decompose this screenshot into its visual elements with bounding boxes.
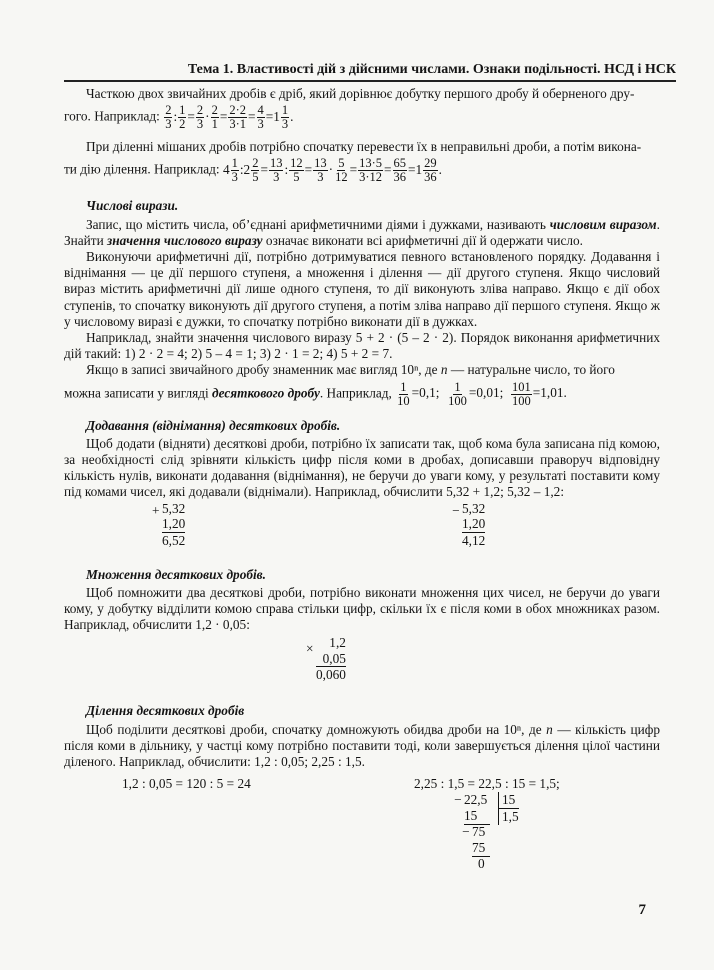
column-calculations-addition xyxy=(64,501,660,563)
paragraph-decimal-fraction-def: Якщо в записі звичайного дробу знаменник має вигляд 10ⁿ, де n — натуральне число, то його xyxy=(86,362,615,378)
division-examples xyxy=(64,770,660,920)
heading-decimal-division: Ділення десяткових дробів xyxy=(86,703,245,719)
paragraph-order-of-operations: Виконуючи арифметичні дії, потрібно дотримуватися певного встановленого порядку. Додавання і віднімання — це дії першого ступеня, а множення і ділення — дії другого ступеня. Якщо числовий вираз містить арифметичні дії лише одного ступеня, то дії виконують зліва направо. Якщо є дії обох ступенів, то спочатку виконують дії другого ступеня, а потім зліва направо дії першого ступеня. Якщо ж у числовому виразі є дужки, то спочатку потрібно виконати дії в дужках. xyxy=(64,249,660,329)
division-equation-1: 1,2 : 0,05 = 120 : 5 = 24 xyxy=(122,776,251,792)
paragraph-fraction-division: Часткою двох звичайних дробів є дріб, який дорівнює добутку першого дробу й оберненого дру- xyxy=(86,86,635,101)
column-subtraction: − 5,32 1,20 4,12 xyxy=(452,500,486,548)
long-division: − 22,5 15 15 1,5 − 75 75 0 xyxy=(454,792,519,872)
division-equation-2: 2,25 : 1,5 = 22,5 : 15 = 1,5; xyxy=(414,776,560,792)
formula-mixed-division: 4 $\frac{1}{3}$ :2 $\frac{2}{5}$ = $\frac{13}{3}$ : $\frac{12}{5}$ = $\frac{13}{3}$ · $\frac{5}{12}$ = $\frac{13\cdot 5}{3\cdot 12}$ = $\frac{65}{36}$ =1 $\frac{29}{36}$ . xyxy=(222,156,442,185)
heading-decimal-multiplication: Множення десяткових дробів. xyxy=(86,566,266,582)
example-decimal-fractions: можна записати у вигляді десяткового дробу. Наприклад, $\frac{1}{10}$ =0,1; $\frac{1}{100}$ =0,01; $\frac{101}{100}$ =1,01. xyxy=(64,379,567,408)
heading-numerical-expressions: Числові вирази. xyxy=(86,198,179,214)
page-number: 7 xyxy=(638,902,646,918)
paragraph-mixed-division: При діленні мішаних дробів потрібно спочатку перевести їх в неправильні дроби, а потім викона- xyxy=(86,139,642,155)
paragraph-decimal-multiplication: Щоб помножити два десяткові дроби, потрібно виконати множення цих чисел, не беручи до уваги кому, у добутку відділити комою справа стільки цифр, скільки їх є після коми в обох множниках разом. Наприклад, обчислити 1,2 · 0,05: xyxy=(64,584,660,633)
page-content xyxy=(64,86,660,920)
example-mixed-division: ти дію ділення. Наприклад: 4 $\frac{1}{3}$ :2 $\frac{2}{5}$ = $\frac{13}{3}$ : $\frac{12}{5}$ = $\frac{13}{3}$ · $\frac{5}{12}$ = $\frac{13\cdot 5}{3\cdot 12}$ = $\frac{65}{36}$ =1 $\frac{29}{36}$ . xyxy=(64,156,442,185)
column-multiplication: × 1,2 0,05 0,060 xyxy=(306,635,346,683)
page-header: Тема 1. Властивості дій з дійсними числами. Ознаки подільності. НСД і НСК xyxy=(64,62,676,82)
column-addition: + 5,32 1,20 6,52 xyxy=(152,500,186,548)
paragraph-expression-example: Наприклад, знайти значення числового виразу 5 + 2 · (5 – 2 · 2). Порядок виконання арифметичних дій такий: 1) 2 · 2 = 4; 2) 5 – 4 = 1; 3) 2 · 1 = 2; 4) 5 + 2 = 7. xyxy=(64,330,660,362)
formula-fraction-division: $\frac{2}{3}$ : $\frac{1}{2}$ = $\frac{2}{3}$ · $\frac{2}{1}$ = $\frac{2\cdot 2}{3\cdot 1}$ = $\frac{4}{3}$ =1 $\frac{1}{3}$ . xyxy=(165,103,294,132)
heading-decimal-addition: Додавання (віднімання) десяткових дробів. xyxy=(86,417,341,433)
example-fraction-division: гого. Наприклад: $\frac{2}{3}$ : $\frac{1}{2}$ = $\frac{2}{3}$ · $\frac{2}{1}$ = $\frac{2\cdot 2}{3\cdot 1}$ = $\frac{4}{3}$ =1 $\frac{1}{3}$ . xyxy=(64,103,294,132)
paragraph-decimal-addition: Щоб додати (відняти) десяткові дроби, потрібно їх записати так, щоб кома була записана під комою, за необхідності слід зрівняти кількість цифр після коми в дробах, дописавши праворуч відповідну кількість нулів, виконати додавання (віднімання), не беручи до уваги кому, у результаті поставити кому під комами чисел, які додавали (віднімали). Наприклад, обчислити 5,32 + 1,2; 5,32 – 1,2: xyxy=(64,435,660,500)
paragraph-numerical-expression-def: Запис, що містить числа, об’єднані арифметичними діями і дужками, називають числовим виразом. Знайти значення числового виразу означає виконати всі арифметичні дії й одержати число. xyxy=(64,216,660,248)
paragraph-decimal-division: Щоб поділити десяткові дроби, спочатку домножують обидва дроби на 10ⁿ, де n — кількість цифр після коми в дільнику, у частці кому потрібно поставити тоді, коли завершується ділення цілої частини діленого. Наприклад, обчислити: 1,2 : 0,05; 2,25 : 1,5. xyxy=(64,721,660,770)
formula-decimal-examples: $\frac{1}{10}$ =0,1; $\frac{1}{100}$ =0,01; $\frac{101}{100}$ =1,01. xyxy=(397,379,567,408)
